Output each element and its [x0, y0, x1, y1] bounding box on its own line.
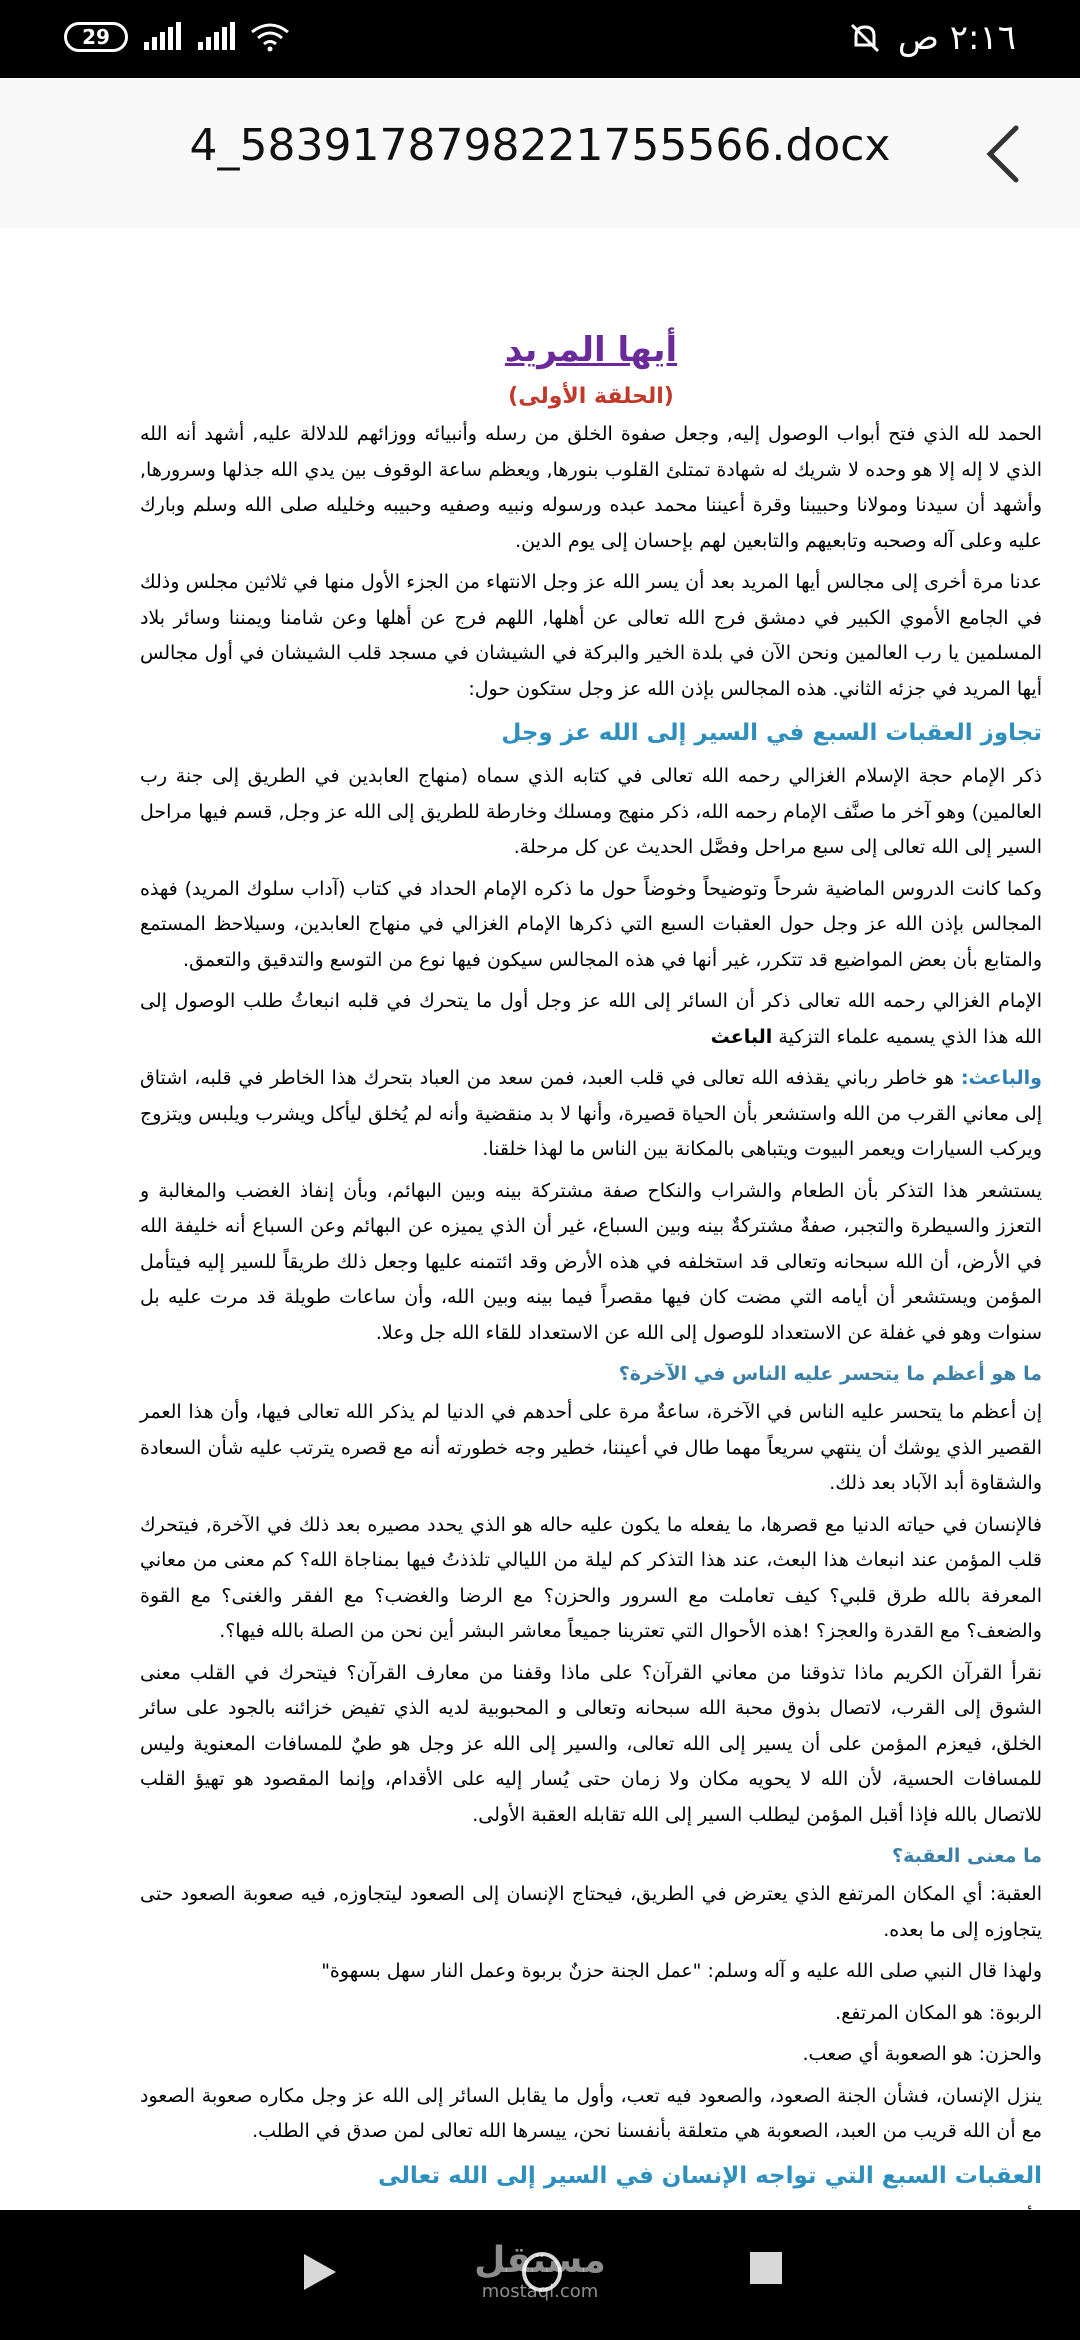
signal-icon-2 — [196, 22, 236, 52]
clock: ٢:١٦ ص — [897, 18, 1016, 58]
paragraph: يستشعر هذا التذكر بأن الطعام والشراب والنكاح صفة مشتركة بينه وبين البهائم، وبأن إنفاذ الغضب والمغالبة و التعزز والسيطرة والتجبر، صفةٌ مشتركةٌ بينه وبين السباع، غير أن الذي يميزه عن البهائم وعن السباع أنه خليفة الله في الأرض، أن الله سبحانه وتعالى قد استخلفه في هذه الأرض وقد ائتمنه عليها وجعل ذلك طريقاً للسير إليه فيتأمل المؤمن ويستشعر أن أيامه التي مضت كان فيها مقصراً فيما بينه وبين الله، وأن ساعات طويلة قد مرت عليه بل سنوات وهو في غفلة عن الاستعداد للوصول إلى الله عن الاستعداد للقاء الله جل وعلا. — [140, 1179, 1042, 1344]
bold-term: الباعث — [710, 1025, 773, 1048]
muted-bell-icon — [848, 21, 882, 55]
paragraph: وكما كانت الدروس الماضية شرحاً وتوضيحاً وخوضاً حول ما ذكره الإمام الحداد في كتاب (آداب سلوك المريد) فهذه المجالس بإذن الله عز وجل حول العقبات السبع التي ذكرها الإمام الغزالي في منهاج العابدين، وسيلاحظ المستمع والمتابع بأن بعض المواضيع قد تتكرر، غير أنها في هذه المجالس سيكون فيها نوع من التوسع والتدقيق والتعمق. — [140, 877, 1042, 971]
document-body — [140, 330, 1042, 2278]
wifi-icon — [250, 22, 290, 52]
paragraph-text: الإمام الغزالي رحمه الله تعالى ذكر أن السائر إلى الله عز وجل أول ما يتحرك في قلبه انبعاثُ طلب الوصول إلى الله هذا الذي يسميه علماء التزكية — [140, 990, 1042, 1048]
watermark-name: مستقل — [474, 2240, 606, 2281]
section-heading: تجاوز العقبات السبع في السير إلى الله عز وجل — [501, 720, 1042, 746]
paragraph: ينزل الإنسان، فشأن الجنة الصعود، والصعود فيه تعب، وأول ما يقابل السائر إلى الله عز وجل مكاره صعوبة الصعود مع أن الله قريب من العبد، الصعوبة هي متعلقة بأنفسنا نحن، ييسرها الله تعالى لمن صدق في الطلب. — [140, 2084, 1042, 2142]
status-left — [64, 22, 290, 52]
signal-icon — [142, 22, 182, 52]
document-title: أيها المريد — [504, 330, 678, 370]
paragraph: الربوة: هو المكان المرتفع. — [835, 2001, 1042, 2024]
status-bar — [0, 0, 1080, 78]
back-triangle-icon[interactable] — [300, 2250, 340, 2294]
battery-level: 29 — [82, 25, 110, 49]
paragraph: فالإنسان في حياته الدنيا مع قصرها، ما يفعله ما يكون عليه حاله هو الذي يحدد مصيره بعد ذلك في الآخرة, فيتحرك قلب المؤمن عند انبعاث هذا البعث، عند هذا التذكر كم ليلة من الليالي تلذذتُ فيها بمناجاة الله؟ كم معنى من معاني المعرفة بالله طرق قلبي؟ كيف تعاملت مع السرور والحزن؟ مع الرضا والغضب؟ مع الفقر والغنى؟ مع القوة والضعف؟ مع القدرة والعجز؟ !هذه الأحوال التي تعترينا جميعاً معاشر البشر أين نحن من الصلة بالله فيها؟. — [140, 1513, 1042, 1642]
paragraph: الحمد لله الذي فتح أبواب الوصول إليه, وجعل صفوة الخلق من رسله وأنبيائه ووزائهم للدلالة عليه, أشهد أنه الله الذي لا إله إلا هو وحده لا شريك له شهادة تمتلئ القلوب بنورها, ويعظم ساعة الوقوف بين يدي الله جذلها وسرورها, وأشهد أن سيدنا ومولانا وحبيبنا وقرة أعيننا محمد عبده ورسوله ونبيه وصفيه وحبيبه وخليله صلى الله وسلم وبارك عليه وعلى آله وصحبه وتابعيهم والتابعين لهم بإحسان إلى يوم الدين. — [140, 423, 1042, 552]
term-lead: والباعث: — [960, 1067, 1042, 1089]
paragraph — [140, 1061, 1042, 1168]
sub-heading: ما معنى العقبة؟ — [892, 1845, 1042, 1867]
app-header — [0, 78, 1080, 228]
sub-heading: ما هو أعظم ما يتحسر عليه الناس في الآخرة؟ — [618, 1363, 1042, 1385]
document-subtitle: (الحلقة الأولى) — [508, 384, 674, 409]
battery-indicator — [64, 22, 128, 52]
watermark-domain: mostaql.com — [481, 2281, 599, 2302]
recents-square-icon[interactable] — [748, 2250, 784, 2286]
paragraph: إن أعظم ما يتحسر عليه الناس في الآخرة، ساعةٌ مرة على أحدهم في الدنيا لم يذكر الله تعالى فيها، وأن هذا العمر القصير الذي يوشك أن ينتهي سريعاً مهما طال في أعيننا، خطير وجه خطورته أنه مع قصره يترتب عليه شأن السعادة والشقاوة أبد الآباد بعد ذلك. — [140, 1401, 1042, 1494]
paragraph — [140, 984, 1042, 1055]
paragraph-text: هو خاطر رباني يقذفه الله تعالى في قلب العبد، فمن سعد من العباد بتحرك هذا الخاطر في قلبه، اشتاق إلى معاني القرب من الله واستشعر بأن الحياة قصيرة، وأنها لا بد منقضية وأنه لم يُخلق ليأكل ويشرب ويلبس ويتزوج ويركب السيارات ويعمر البيوت ويتباهى بالمكانة بين الناس ما لهذا خلقنا. — [140, 1067, 1042, 1160]
paragraph: ولهذا قال النبي صلى الله عليه و آله وسلم: "عمل الجنة حزنٌ بربوة وعمل النار سهل بسهوة" — [321, 1960, 1042, 1982]
paragraph: والحزن: هو الصعوبة أي صعب. — [802, 2043, 1042, 2065]
watermark-logo — [470, 2240, 610, 2302]
paragraph: ذكر الإمام حجة الإسلام الغزالي رحمه الله تعالى في كتابه الذي سماه (منهاج العابدين في الطريق إلى جنة رب العالمين) وهو آخر ما صنَّف الإمام رحمه الله، ذكر منهج ومسلك وخارطة للطريق إلى الله عز وجل, قسم فيها مراحل السير إلى الله تعالى إلى سبع مراحل وفصَّل الحديث عن كل مرحلة. — [140, 765, 1042, 858]
file-name: 4_5839178798221755566.docx — [189, 120, 891, 171]
back-arrow-icon[interactable] — [972, 122, 1032, 186]
paragraph: عدنا مرة أخرى إلى مجالس أيها المريد بعد أن يسر الله عز وجل الانتهاء من الجزء الأول منها في ثلاثين مجلس وذلك في الجامع الأموي الكبير في دمشق فرج الله تعالى عن أهلها, اللهم فرج عن أهلها وعن شامنا ويمننا وسائر بلاد المسلمين يا رب العالمين ونحن الآن في بلدة الخير والبركة في الشيشان في مسجد قلب الشيشان في أول مجالس أيها المريد في جزئه الثاني. هذه المجالس بإذن الله عز وجل ستكون حول: — [140, 571, 1042, 700]
section-heading: العقبات السبع التي تواجه الإنسان في السير إلى الله تعالى — [377, 2162, 1042, 2189]
paragraph: نقرأ القرآن الكريم ماذا تذوقنا من معاني القرآن؟ على ماذا وقفنا من معارف القرآن؟ فيتحرك في القلب معنى الشوق إلى القرب، لاتصال بذوق محبة الله سبحانه وتعالى و المحبوبية لديه الذي تفيض خزائنه بالجود على سائر الخلق، فيعزم المؤمن على أن يسير إلى الله تعالى، والسير إلى الله عز وجل هو طيٌ للمسافات المعنوية وليس للمسافات الحسية، لأن الله لا يحويه مكان ولا زمان حتى يُسار إليه على الأقدام، وإنما المقصود هو تهيؤ القلب للاتصال بالله فإذا أقبل المؤمن ليطلب السير إلى الله تقابله العقبة الأولى. — [140, 1661, 1042, 1826]
status-right — [848, 18, 1016, 58]
paragraph: العقبة: أي المكان المرتفع الذي يعترض في الطريق، فيحتاج الإنسان إلى الصعود ليتجاوزه, فيه صعوبة الصعود حتى يتجاوزه إلى ما بعده. — [140, 1883, 1042, 1941]
